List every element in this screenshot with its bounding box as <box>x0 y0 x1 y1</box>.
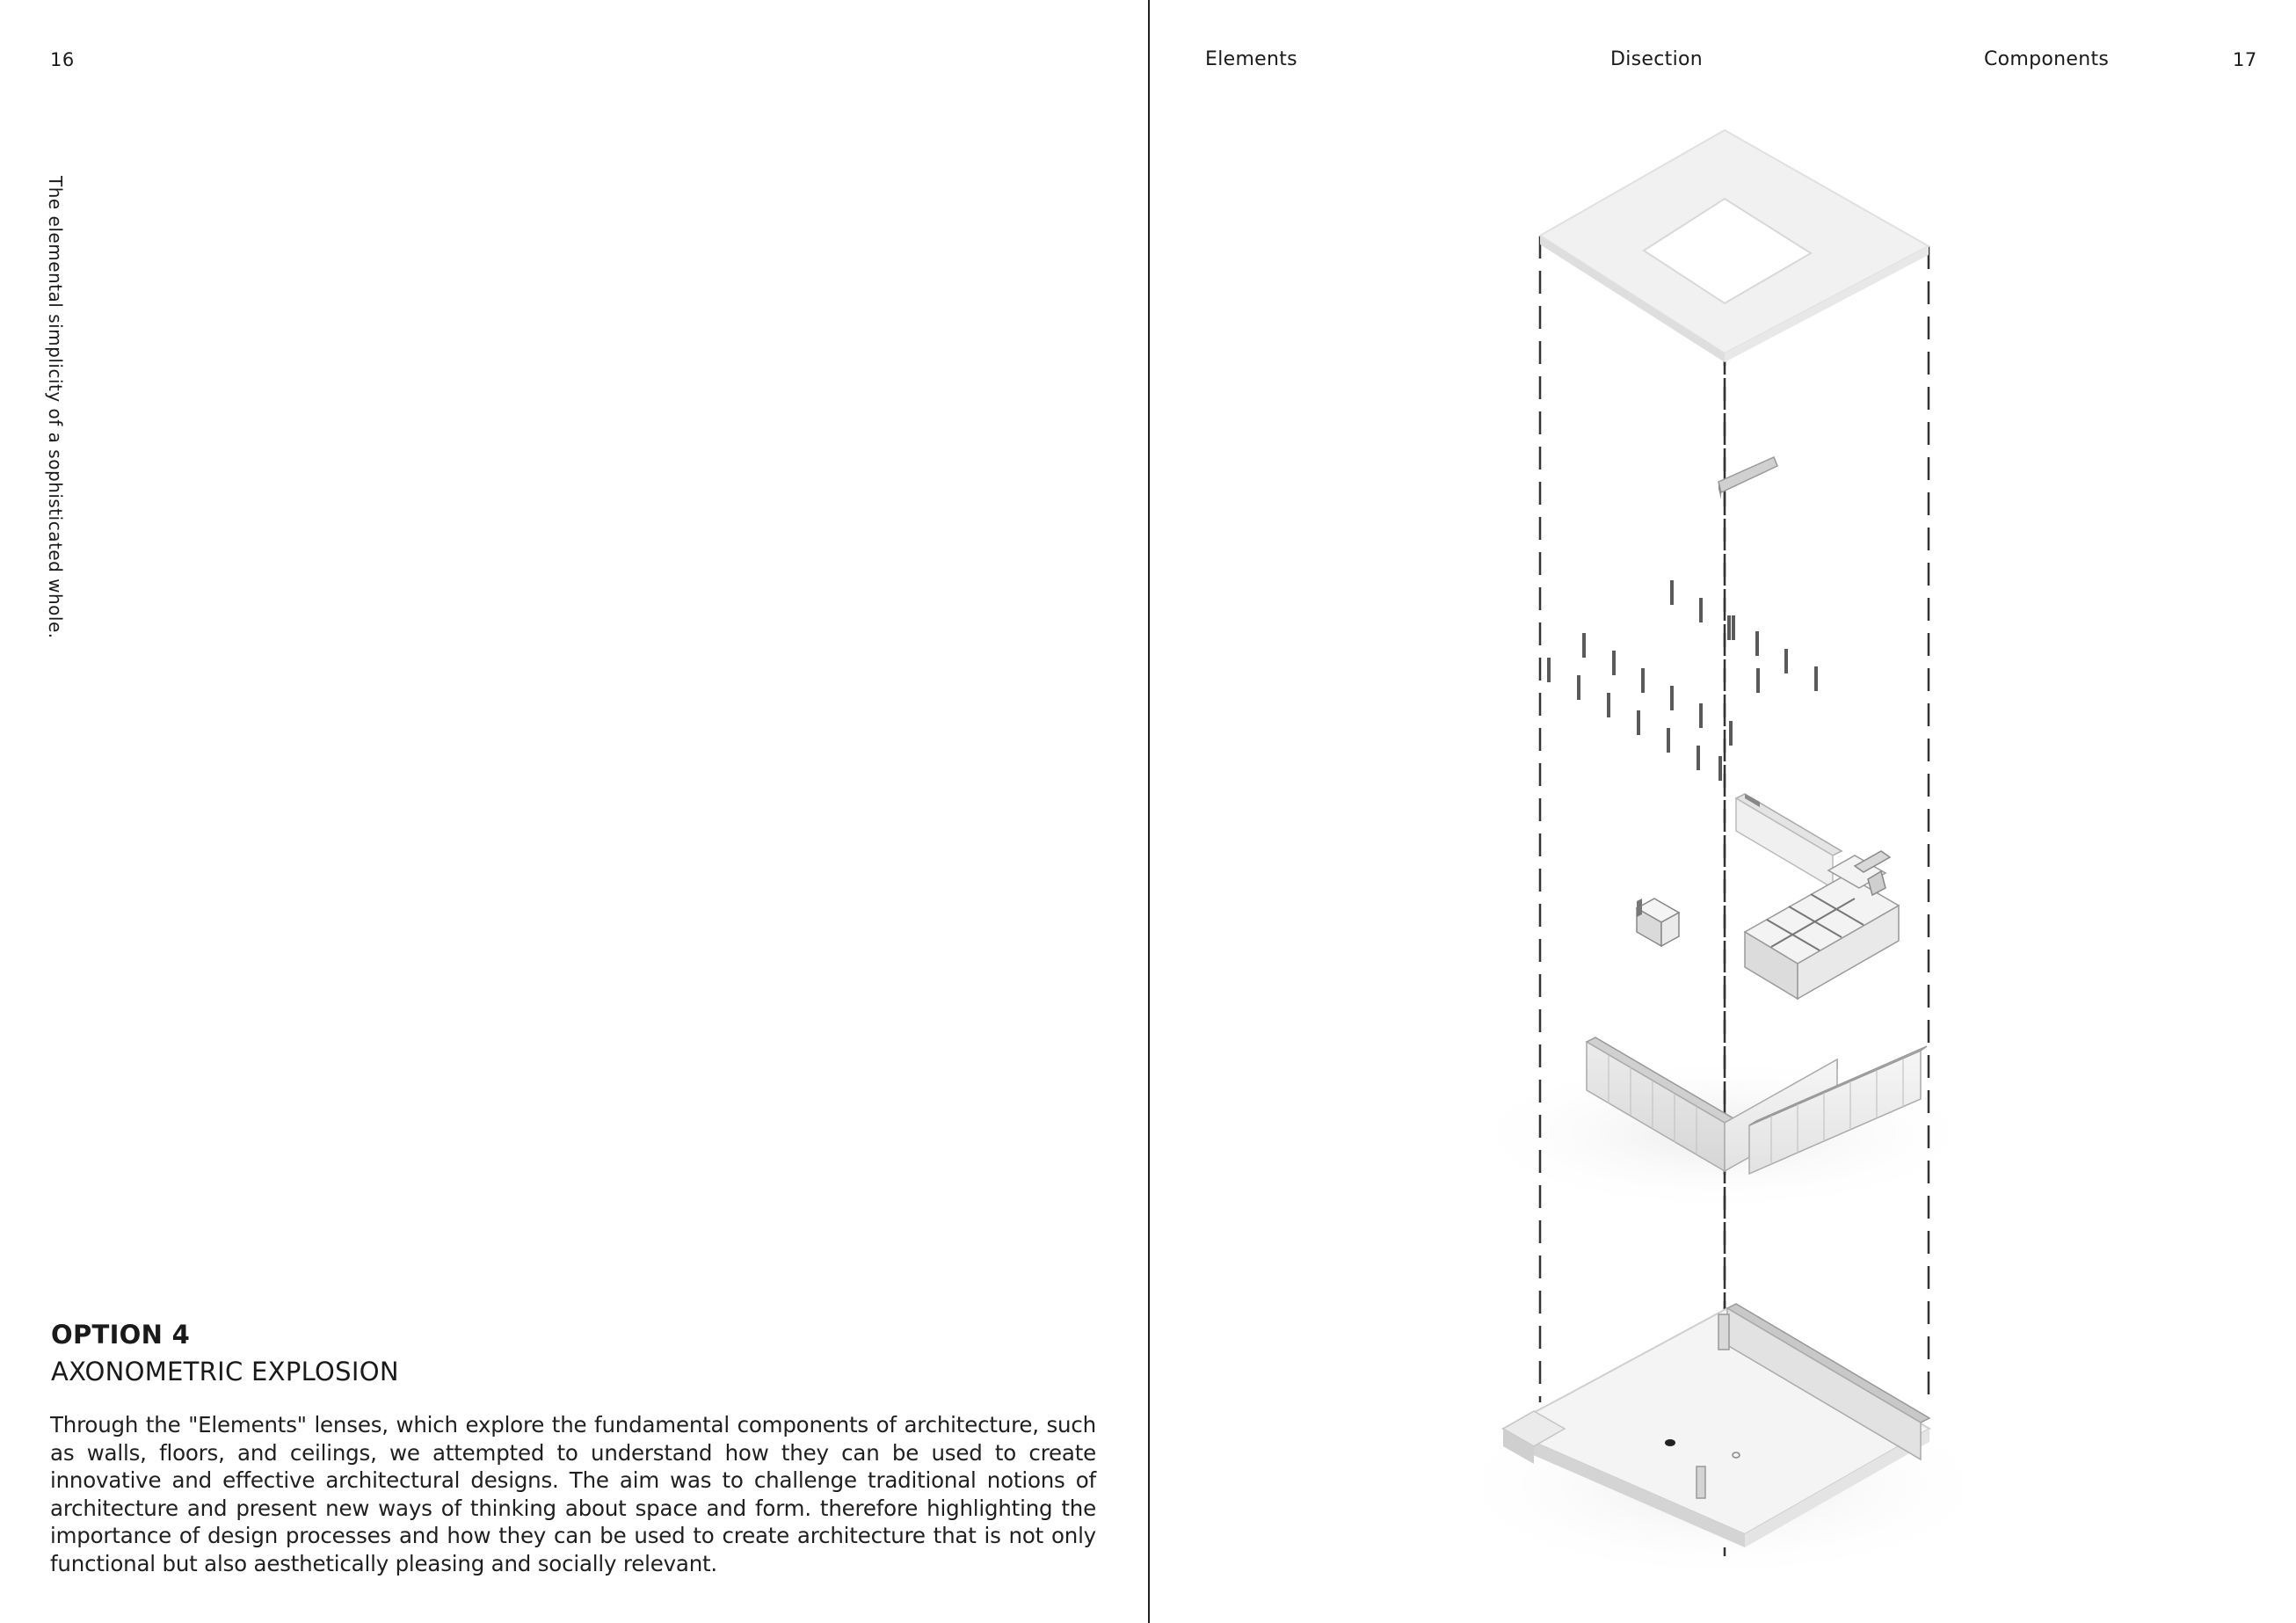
vertical-caption: The elemental simplicity of a sophisticated whole. <box>45 176 66 639</box>
roof-slab <box>1540 130 1929 362</box>
beam-element <box>1718 457 1777 499</box>
page-number-right: 17 <box>2233 49 2257 70</box>
section-title: OPTION 4 <box>51 1320 191 1350</box>
section-subtitle: AXONOMETRIC EXPLOSION <box>51 1357 399 1386</box>
column-grid <box>1547 580 1818 781</box>
header-nav-elements: Elements <box>1205 48 1297 70</box>
page-number-left: 16 <box>50 49 75 70</box>
body-paragraph: Through the "Elements" lenses, which explore the fundamental components of architecture, such as walls, floors, and ceilings, we attempted to understand how they can be used to create innovative and effective architectural designs. The aim was to challenge traditional notions of architecture and present new ways of thinking about space and form. therefore highlighting the importance of design processes and how they can be used to create architecture that is not only functional but also aesthetically pleasing and socially relevant. <box>50 1412 1096 1576</box>
interior-partitions <box>1637 794 1899 999</box>
header-nav-disection: Disection <box>1610 48 1703 70</box>
header-nav-components: Components <box>1984 48 2110 70</box>
